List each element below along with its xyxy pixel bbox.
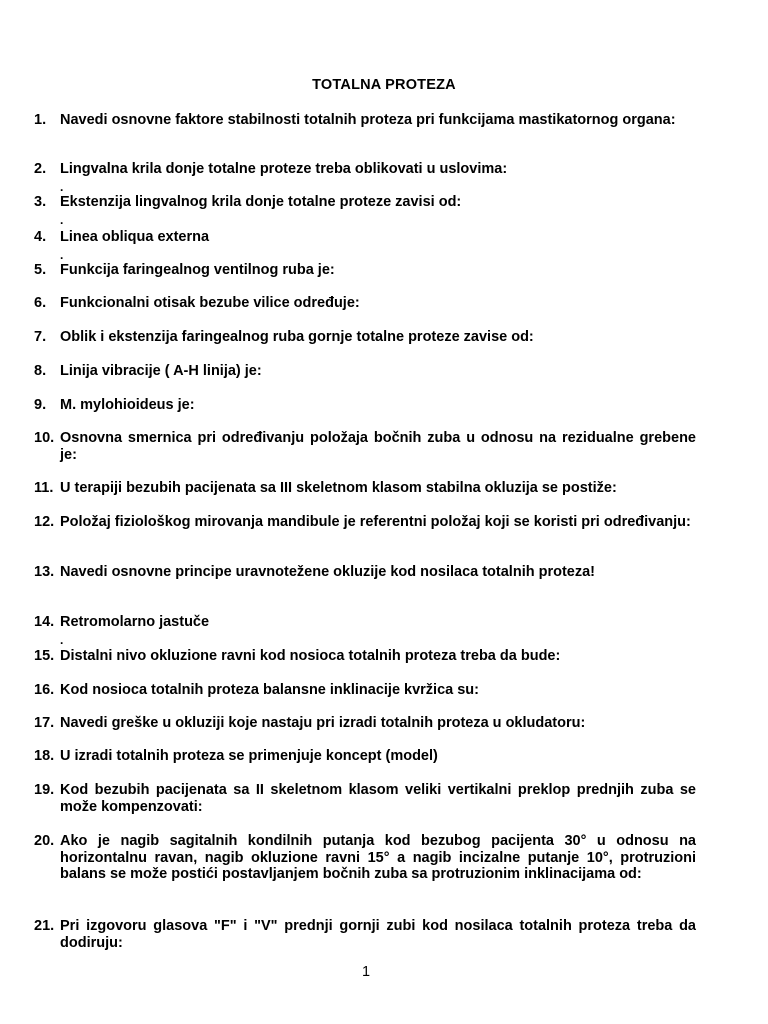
question-text: Pri izgovoru glasova "F" i "V" prednji gornji zubi kod nosilaca totalnih proteza treba da dodiruju: — [60, 918, 696, 951]
question-item — [34, 833, 696, 883]
question-text: Lingvalna krila donje totalne proteze treba oblikovati u uslovima: — [60, 161, 508, 177]
question-item — [34, 262, 696, 279]
question-item — [34, 648, 696, 665]
question-number: 4. — [34, 229, 47, 245]
question-item — [34, 329, 696, 346]
question-item — [34, 397, 696, 414]
question-item — [34, 363, 696, 380]
question-text: Navedi osnovne faktore stabilnosti totalnih proteza pri funkcijama mastikatornog organa: — [60, 112, 676, 128]
dot-marker: . — [60, 633, 64, 647]
question-text: Retromolarno jastuče — [60, 614, 210, 630]
question-item — [34, 480, 696, 497]
question-item — [34, 295, 696, 312]
document-title: TOTALNA PROTEZA — [312, 77, 456, 93]
dot-marker: . — [60, 248, 64, 262]
question-number: 3. — [34, 194, 47, 210]
dot-marker: . — [60, 213, 64, 227]
question-text: Navedi osnovne principe uravnotežene okluzije kod nosilaca totalnih proteza! — [60, 564, 595, 580]
question-number: 19. — [34, 782, 55, 798]
question-number: 5. — [34, 262, 47, 278]
question-number: 17. — [34, 715, 55, 731]
question-item — [34, 715, 696, 732]
question-number: 20. — [34, 833, 55, 849]
question-item — [34, 782, 696, 815]
question-number: 13. — [34, 564, 55, 580]
question-text: Kod nosioca totalnih proteza balansne inklinacije kvržica su: — [60, 682, 479, 698]
question-item — [34, 430, 696, 463]
question-number: 7. — [34, 329, 47, 345]
question-item — [34, 748, 696, 765]
question-number: 1. — [34, 112, 47, 128]
question-text: Distalni nivo okluzione ravni kod nosioca totalnih proteza treba da bude: — [60, 648, 561, 664]
question-text: Funkcija faringealnog ventilnog ruba je: — [60, 262, 335, 278]
question-text: U terapiji bezubih pacijenata sa III skeletnom klasom stabilna okluzija se postiže: — [60, 480, 617, 496]
question-number: 12. — [34, 514, 55, 530]
question-number: 15. — [34, 648, 55, 664]
dot-marker: . — [60, 180, 64, 194]
question-number: 2. — [34, 161, 47, 177]
page-number: 1 — [361, 964, 371, 980]
question-number: 6. — [34, 295, 47, 311]
question-item — [34, 112, 696, 129]
question-number: 10. — [34, 430, 55, 446]
question-item — [34, 564, 696, 581]
question-number: 16. — [34, 682, 55, 698]
question-text: Ako je nagib sagitalnih kondilnih putanja kod bezubog pacijenta 30° u odnosu na horizontalnu ravan, nagib okluzione ravni 15° a nagib incizalne putanje 10°, protruzioni balans se može postići postavljanjem bočnih zuba sa protruzionim inklinacijama od: — [60, 833, 696, 882]
question-text: Položaj fiziološkog mirovanja mandibule je referentni položaj koji se koristi pri određivanju: — [60, 514, 691, 530]
question-text: Linija vibracije ( A-H linija) je: — [60, 363, 262, 379]
question-item — [34, 614, 696, 631]
question-item — [34, 194, 696, 211]
question-item — [34, 918, 696, 951]
question-text: U izradi totalnih proteza se primenjuje koncept (model) — [60, 748, 438, 764]
question-number: 14. — [34, 614, 55, 630]
question-number: 21. — [34, 918, 55, 934]
question-number: 9. — [34, 397, 47, 413]
question-item — [34, 514, 696, 531]
question-text: Kod bezubih pacijenata sa II skeletnom klasom veliki vertikalni preklop prednjih zuba se može kompenzovati: — [60, 782, 696, 815]
question-text: Navedi greške u okluziji koje nastaju pri izradi totalnih proteza u okludatoru: — [60, 715, 586, 731]
question-text: Oblik i ekstenzija faringealnog ruba gornje totalne proteze zavise od: — [60, 329, 534, 345]
question-text: Osnovna smernica pri određivanju položaja bočnih zuba u odnosu na rezidualne grebene je: — [60, 430, 696, 463]
question-text: Ekstenzija lingvalnog krila donje totalne proteze zavisi od: — [60, 194, 462, 210]
question-item — [34, 229, 696, 246]
question-number: 8. — [34, 363, 47, 379]
question-text: Linea obliqua externa — [60, 229, 210, 245]
question-text: M. mylohioideus je: — [60, 397, 195, 413]
question-text: Funkcionalni otisak bezube vilice određuje: — [60, 295, 360, 311]
question-number: 18. — [34, 748, 55, 764]
question-item — [34, 682, 696, 699]
question-item — [34, 161, 696, 178]
question-number: 11. — [34, 480, 54, 496]
